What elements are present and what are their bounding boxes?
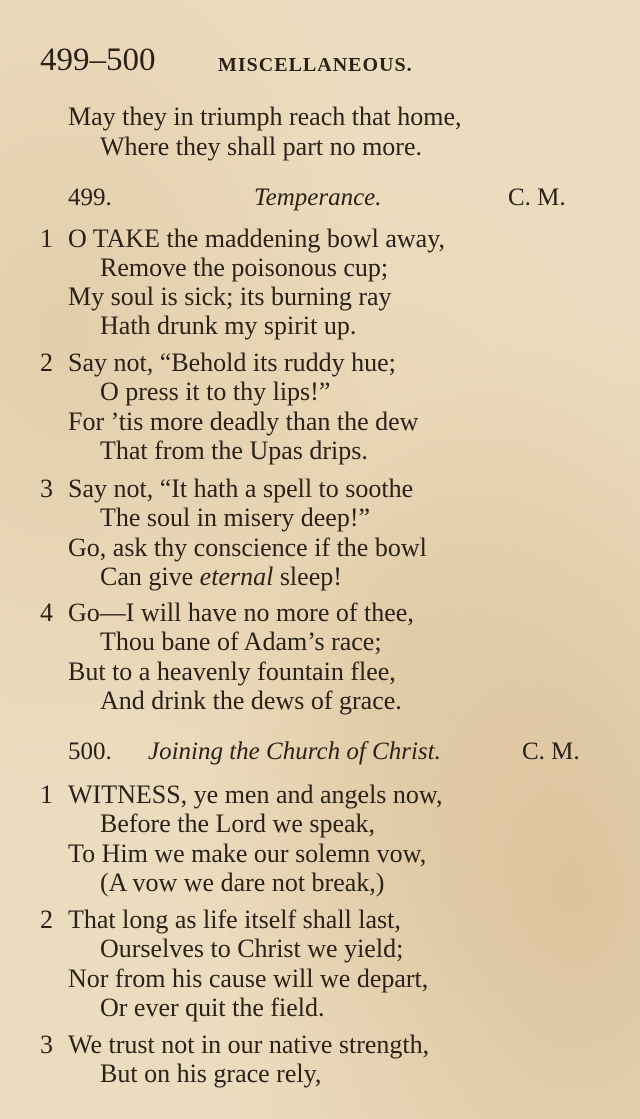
verse-line: The soul in misery deep!” [100,503,371,532]
verse-line: Or ever quit the field. [100,993,325,1022]
verse-line: To Him we make our solemn vow, [68,839,427,868]
page-header [40,42,600,82]
page-numbers: 499–500 [40,42,156,78]
verse-line: Remove the poisonous cup; [100,253,389,282]
verse-line: O TAKE the maddening bowl away, [68,224,445,253]
verse-line-with-emphasis [100,562,342,592]
verse-line: But to a heavenly fountain flee, [68,657,396,686]
hymn-499-heading [68,184,588,214]
verse-line: But on his grace rely, [100,1059,322,1088]
verse-line: Say not, “It hath a spell to soothe [68,474,414,503]
verse-line: That from the Upas drips. [100,436,368,465]
hymn-number: 500. [68,738,112,765]
hymn-number: 499. [68,184,112,211]
line-text: sleep! [273,562,342,591]
verse-line: For ’tis more deadly than the dew [68,407,419,436]
verse-line: Go—I will have no more of thee, [68,598,414,627]
carryover-line: May they in triumph reach that home, [68,102,462,131]
hymn-500-heading [68,738,602,768]
hymn-meter: C. M. [508,184,566,211]
verse-number: 4 [40,598,53,627]
verse-number: 2 [40,905,53,934]
verse-line: Hath drunk my spirit up. [100,311,357,340]
verse-line: Before the Lord we speak, [100,809,376,838]
verse-line: O press it to thy lips!” [100,377,331,406]
verse-line: That long as life itself shall last, [68,905,401,934]
hymn-title: Joining the Church of Christ. [148,738,441,765]
verse-line: WITNESS, ye men and angels now, [68,780,443,809]
verse-line: Nor from his cause will we depart, [68,964,429,993]
emphasized-word: eternal [199,562,274,591]
verse-line: We trust not in our native strength, [68,1030,430,1059]
verse-number: 1 [40,224,53,253]
verse-line: And drink the dews of grace. [100,686,402,715]
verse-line: Say not, “Behold its ruddy hue; [68,348,396,377]
hymn-title: Temperance. [254,184,382,211]
line-text: Can give [100,562,200,591]
section-title: MISCELLANEOUS. [218,54,413,76]
hymn-meter: C. M. [522,738,580,765]
verse-line: Go, ask thy conscience if the bowl [68,533,427,562]
verse-line: (A vow we dare not break,) [100,868,385,897]
verse-number: 1 [40,780,53,809]
carryover-line: Where they shall part no more. [100,132,422,161]
verse-number: 3 [40,474,53,503]
verse-line: Thou bane of Adam’s race; [100,627,382,656]
verse-number: 3 [40,1030,53,1059]
verse-line: Ourselves to Christ we yield; [100,934,404,963]
verse-line: My soul is sick; its burning ray [68,282,392,311]
verse-number: 2 [40,348,53,377]
